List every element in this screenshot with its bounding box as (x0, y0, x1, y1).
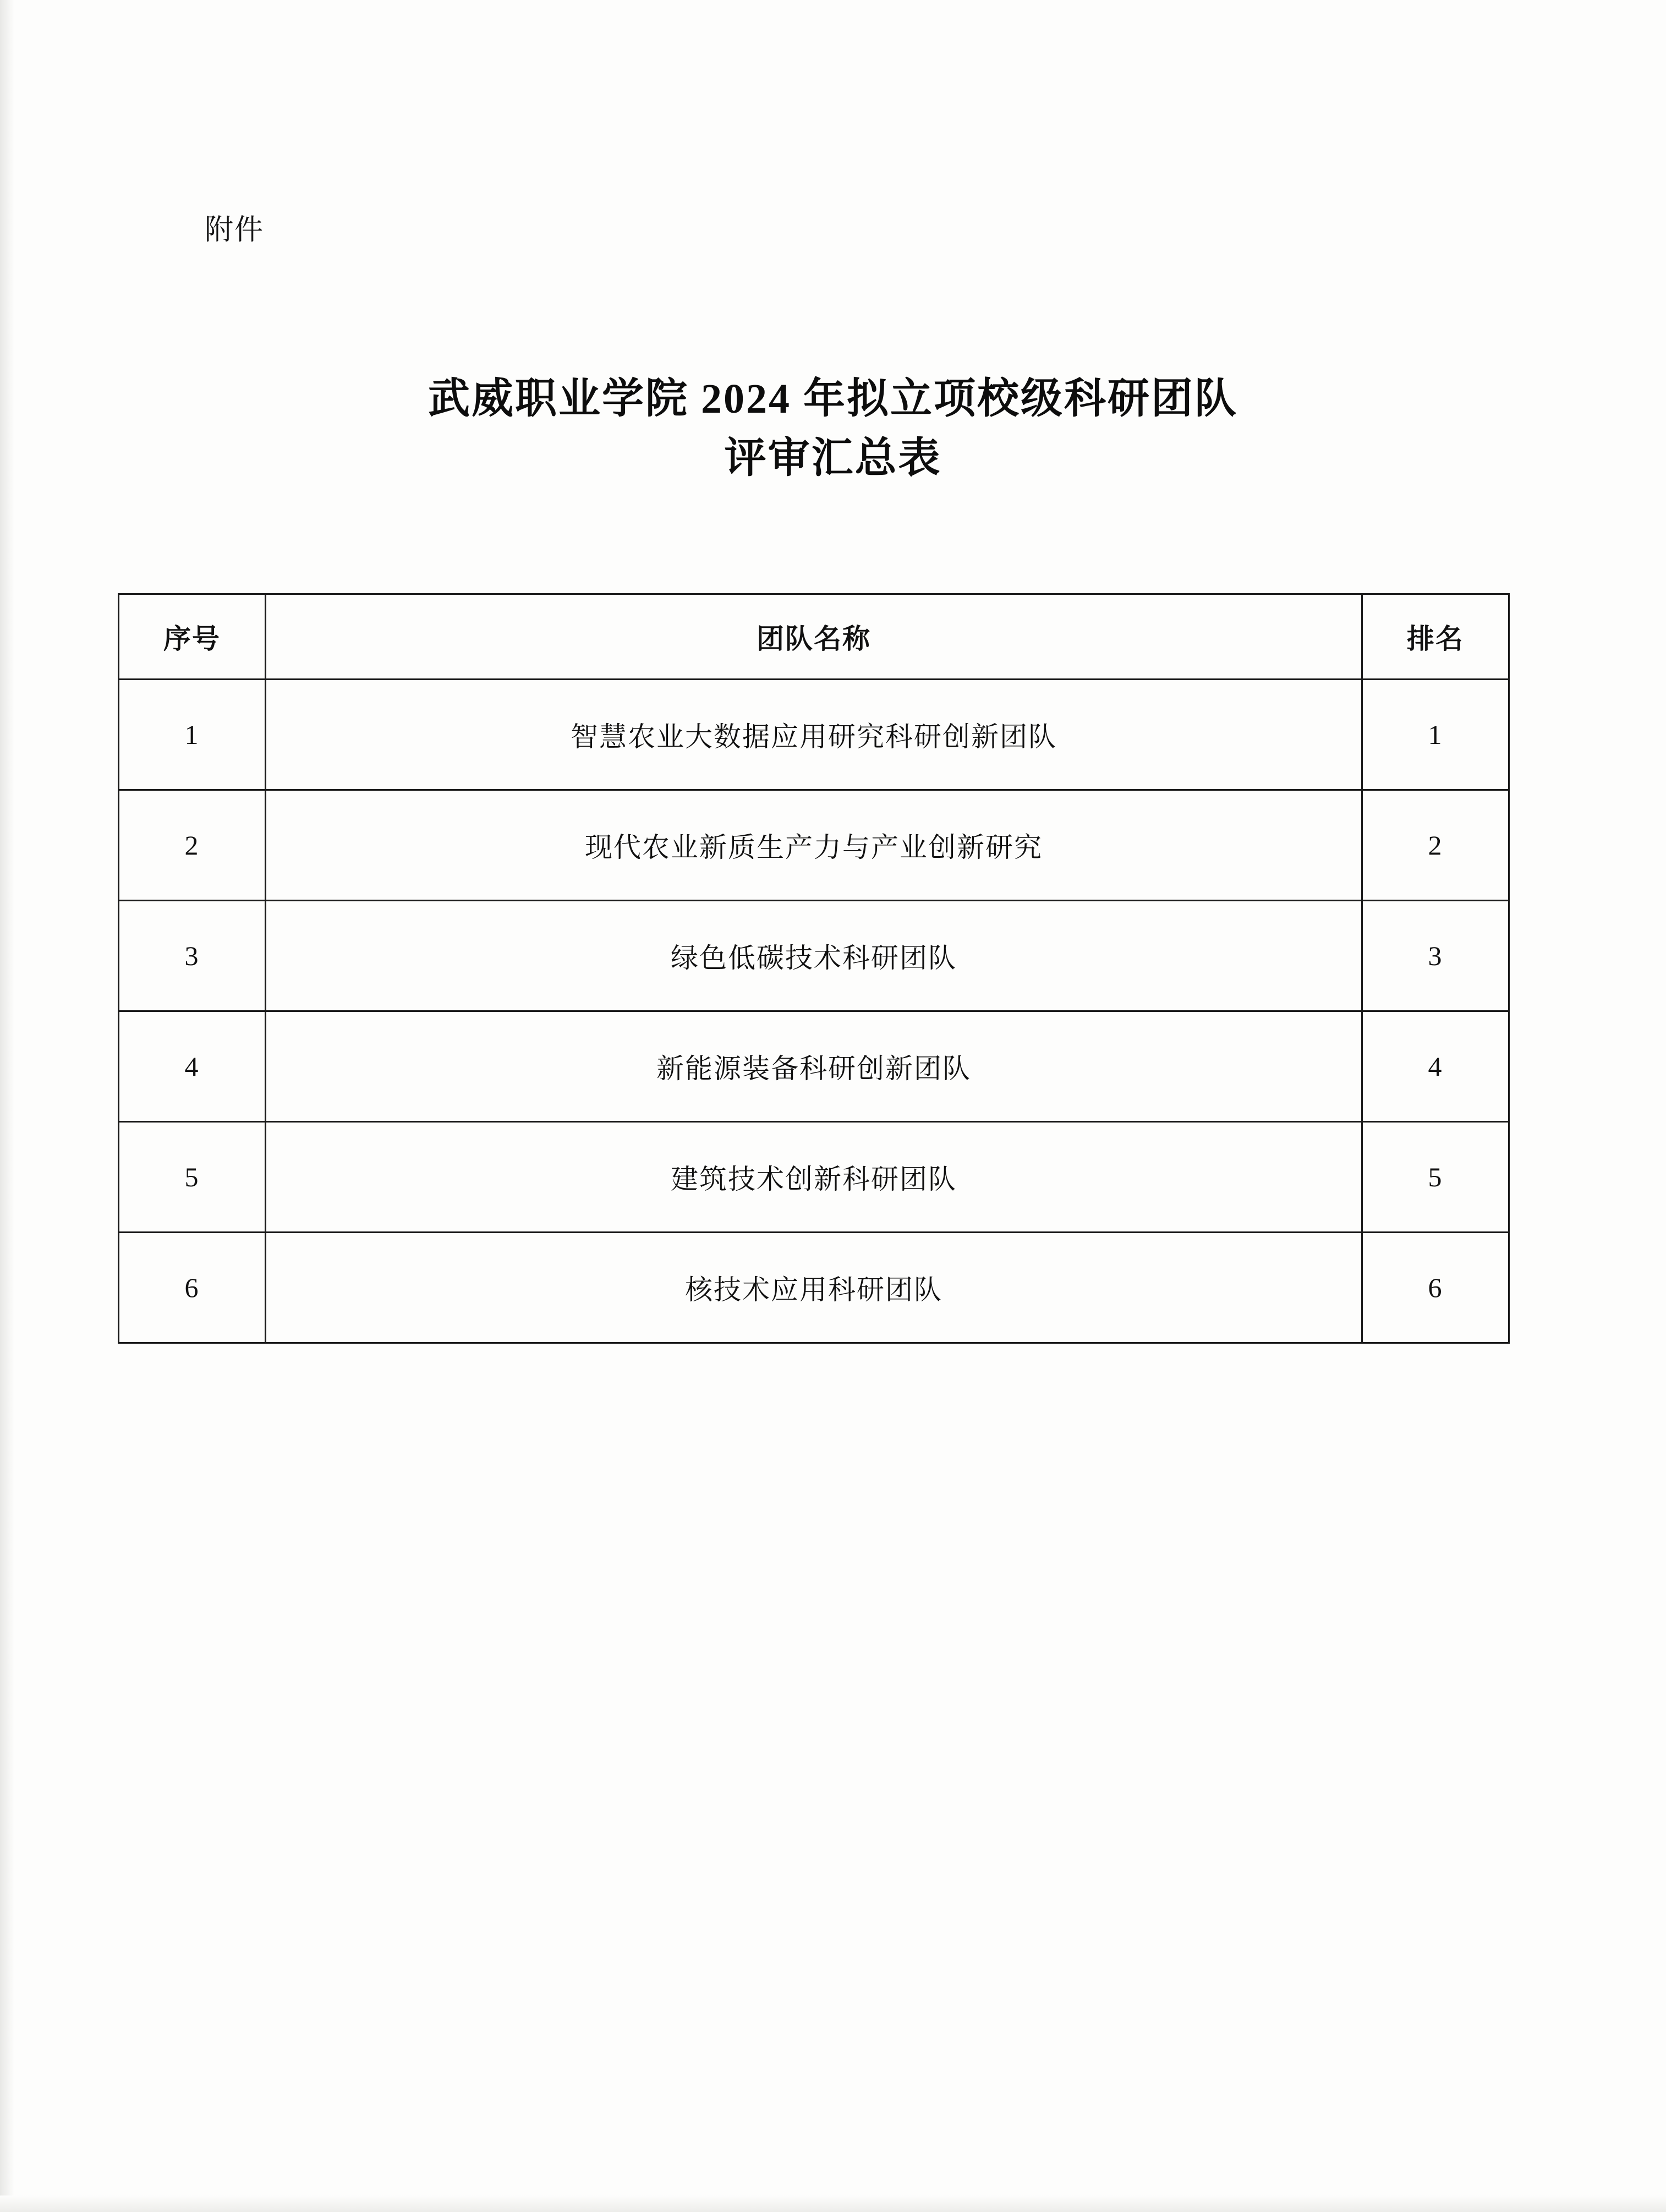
table-row (119, 1011, 1509, 1122)
table-row (119, 901, 1509, 1011)
scan-edge-bottom (0, 2195, 1666, 2212)
scan-edge-left (0, 0, 14, 2212)
cell-rank: 6 (1362, 1233, 1509, 1343)
attachment-label: 附件 (205, 214, 265, 246)
cell-index: 1 (119, 680, 266, 790)
cell-team-name: 核技术应用科研团队 (266, 1233, 1362, 1343)
table-row (119, 1233, 1509, 1343)
cell-rank: 2 (1362, 790, 1509, 901)
research-team-summary-table (118, 593, 1510, 1344)
table-header-rank: 排名 (1362, 594, 1509, 680)
table-header-index: 序号 (119, 594, 266, 680)
cell-index: 6 (119, 1233, 266, 1343)
table-row (119, 1122, 1509, 1233)
table-header-row (119, 594, 1509, 680)
page-title (118, 370, 1548, 489)
page-title-line-1: 武威职业学院 2024 年拟立项校级科研团队 (428, 376, 1238, 422)
cell-team-name: 绿色低碳技术科研团队 (266, 901, 1362, 1011)
cell-index: 5 (119, 1122, 266, 1233)
cell-rank: 3 (1362, 901, 1509, 1011)
cell-team-name: 建筑技术创新科研团队 (266, 1122, 1362, 1233)
cell-index: 4 (119, 1011, 266, 1122)
cell-index: 2 (119, 790, 266, 901)
cell-rank: 1 (1362, 680, 1509, 790)
cell-rank: 4 (1362, 1011, 1509, 1122)
page-title-line-2: 评审汇总表 (724, 435, 942, 481)
cell-rank: 5 (1362, 1122, 1509, 1233)
table-row (119, 790, 1509, 901)
table-header-team-name: 团队名称 (266, 594, 1362, 680)
cell-index: 3 (119, 901, 266, 1011)
cell-team-name: 现代农业新质生产力与产业创新研究 (266, 790, 1362, 901)
table-row (119, 680, 1509, 790)
cell-team-name: 新能源装备科研创新团队 (266, 1011, 1362, 1122)
cell-team-name: 智慧农业大数据应用研究科研创新团队 (266, 680, 1362, 790)
